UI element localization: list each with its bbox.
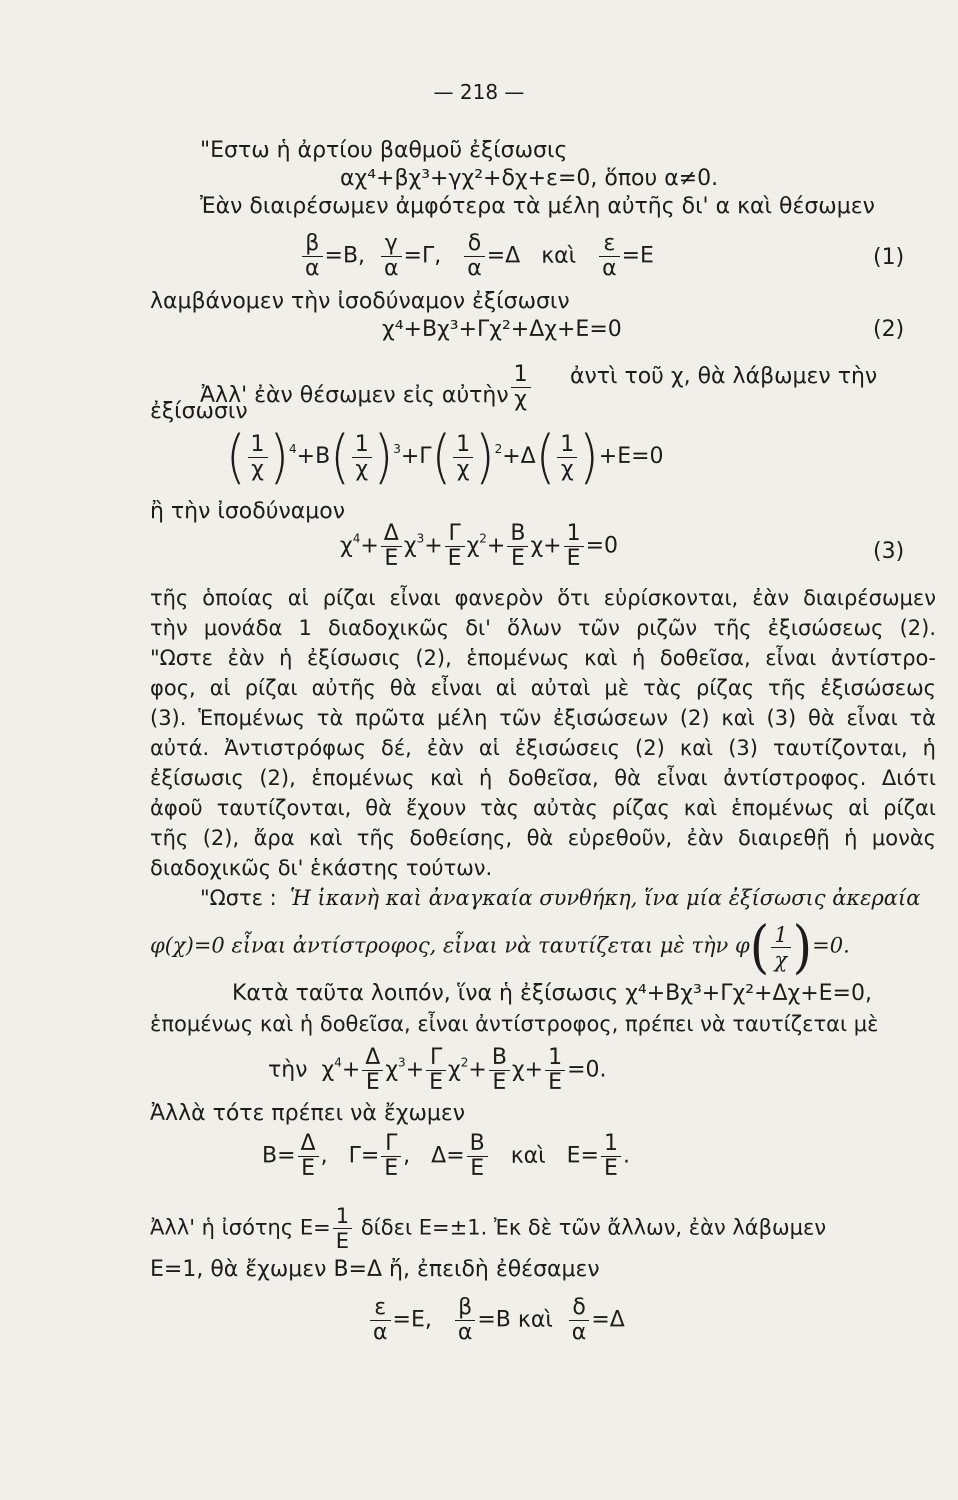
equation-3-repeat: τὴν $\chi^4+$ $\frac{\Delta}{E}$ $\chi^3+$ $\frac{\Gamma}{E}$ $\chi^2+$ $\frac{B}{E}$ χ+ $\frac{1}{E}$ =0. — [268, 1045, 607, 1095]
equation-final: $\frac{\varepsilon}{\alpha}$ =Ε, $\frac{\beta}{\alpha}$ =Β καὶ $\frac{\delta}{\alpha}$ =Δ — [368, 1296, 625, 1345]
text-line: Ἐὰν διαιρέσωμεν ἀμφότερα τὰ μέλη αὐτῆς δι' α καὶ θέσωμεν — [200, 194, 875, 219]
text-line: ἢ τὴν ἰσοδύναμον — [150, 499, 345, 524]
paragraph-line: τῆς (2), ἄρα καὶ τῆς δοθείσης, θὰ εὑρεθοῦν, ἐὰν διαιρεθῇ ἡ μονὰς — [150, 826, 936, 850]
paragraph-line: τῆς ὁποίας αἱ ρίζαι εἶναι φανερὸν ὅτι εὑρίσκονται, ἐὰν διαιρέσωμεν — [150, 586, 936, 610]
text-line: Ε=1, θὰ ἔχωμεν Β=Δ ἤ, ἐπειδὴ ἐθέσαμεν — [150, 1257, 600, 1282]
paragraph-line: ἐξίσωσις (2), ἑπομένως καὶ ἡ δοθεῖσα, θὰ εἶναι ἀντίστροφος. Διότι — [150, 766, 936, 790]
paragraph-line: διαδοχικῶς δι' ἑκάστης τούτων. — [150, 856, 493, 880]
text-line: Ἀλλ' ἡ ἰσότης Ε= $\frac{1}{E}$ δίδει Ε=±1. Ἐκ δὲ τῶν ἄλλων, ἐὰν λάβωμεν — [150, 1204, 827, 1253]
paragraph-line: αὐτά. Ἀντιστρόφως δέ, ἐὰν αἱ ἐξισώσεις (2) καὶ (3) ταυτίζονται, ἡ — [150, 736, 936, 760]
equation-tag-2: (2) — [873, 317, 905, 342]
theorem-label: "Ωστε : — [200, 886, 277, 910]
theorem-text: Ἡ ἱκανὴ καὶ ἀναγκαία συνθήκη, ἵνα μία ἐξίσωσις ἀκεραία — [290, 886, 921, 910]
paragraph-line: "Ωστε ἐὰν ἡ ἐξίσωσις (2), ἑπομένως καὶ ἡ δοθεῖσα, εἶναι ἀντίστρο- — [150, 646, 936, 670]
text-line: Κατὰ ταῦτα λοιπόν, ἵνα ἡ ἐξίσωσις χ⁴+Βχ³+Γχ²+Δχ+Ε=0, — [232, 981, 872, 1006]
paragraph-line: τὴν μονάδα 1 διαδοχικῶς δι' ὅλων τῶν ριζῶν τῆς ἐξισώσεως (2). — [150, 616, 936, 640]
page-number: — 218 — — [433, 80, 525, 104]
equation-tag-1: (1) — [873, 245, 905, 270]
equation-general: αχ⁴+βχ³+γχ²+δχ+ε=0, ὅπου α≠0. — [340, 166, 719, 191]
text-line: Ἀλλὰ τότε πρέπει νὰ ἔχωμεν — [150, 1101, 466, 1126]
equation-tag-3: (3) — [873, 539, 905, 564]
theorem-text: φ(χ)=0 εἶναι ἀντίστροφος, εἶναι νὰ ταυτίζεται μὲ τὴν φ( $\frac{1}{\chi}$ )=0. — [150, 913, 850, 981]
equation-3: $\chi^4+$ $\frac{\Delta}{E}$ $\chi^3+$ $\frac{\Gamma}{E}$ $\chi^2+$ $\frac{B}{E}$ χ+ $\frac{1}{E}$ =0 — [340, 521, 619, 571]
text-line: "Εστω ἡ ἀρτίου βαθμοῦ ἐξίσωσις — [200, 138, 568, 163]
paragraph-line: ἀφοῦ ταυτίζονται, θὰ ἔχουν τὰς αὐτὰς ρίζας καὶ ἑπομένως αἱ ρίζαι — [150, 796, 936, 820]
text-line: Ἀλλ' ἐὰν θέσωμεν εἰς αὐτὴν $\frac{1}{\chi}$ — [200, 363, 533, 412]
text-line: λαμβάνομεν τὴν ἰσοδύναμον ἐξίσωσιν — [150, 289, 570, 314]
paragraph-line: φος, αἱ ρίζαι αὐτῆς θὰ εἶναι αἱ αὐταὶ μὲ τὰς ρίζας τῆς ἐξισώσεως — [150, 676, 936, 700]
equation-conditions: Β= $\frac{\Delta}{E}$ , Γ= $\frac{\Gamma}{E}$ , Δ= $\frac{B}{E}$ καὶ Ε= $\frac{1}{E}$ . — [262, 1131, 630, 1181]
equation-2: χ⁴+Βχ³+Γχ²+Δχ+Ε=0 — [382, 317, 622, 342]
text-line: ἐξίσωσιν — [150, 399, 248, 424]
text-line: ἀντὶ τοῦ χ, θὰ λάβωμεν τὴν — [570, 364, 878, 389]
equation-substituted: ( $\frac{1}{\chi}$ )$^4$+Β( $\frac{1}{\chi}$ )$^3$+Γ( $\frac{1}{\chi}$ )$^2$+Δ( $\frac{1}{\chi}$ )+Ε=0 — [226, 423, 664, 491]
text-line: ἑπομένως καὶ ἡ δοθεῖσα, εἶναι ἀντίστροφος, πρέπει νὰ ταυτίζεται μὲ — [150, 1012, 879, 1036]
paragraph-line: (3). Ἑπομένως τὰ πρῶτα μέλη τῶν ἐξισώσεων (2) καὶ (3) θὰ εἶναι τὰ — [150, 706, 936, 730]
equation-1: $\frac{\beta}{\alpha}$ =Β, $\frac{\gamma}{\alpha}$ =Γ, $\frac{\delta}{\alpha}$ =Δ καὶ $\frac{\varepsilon}{\alpha}$ =Ε — [300, 232, 654, 281]
